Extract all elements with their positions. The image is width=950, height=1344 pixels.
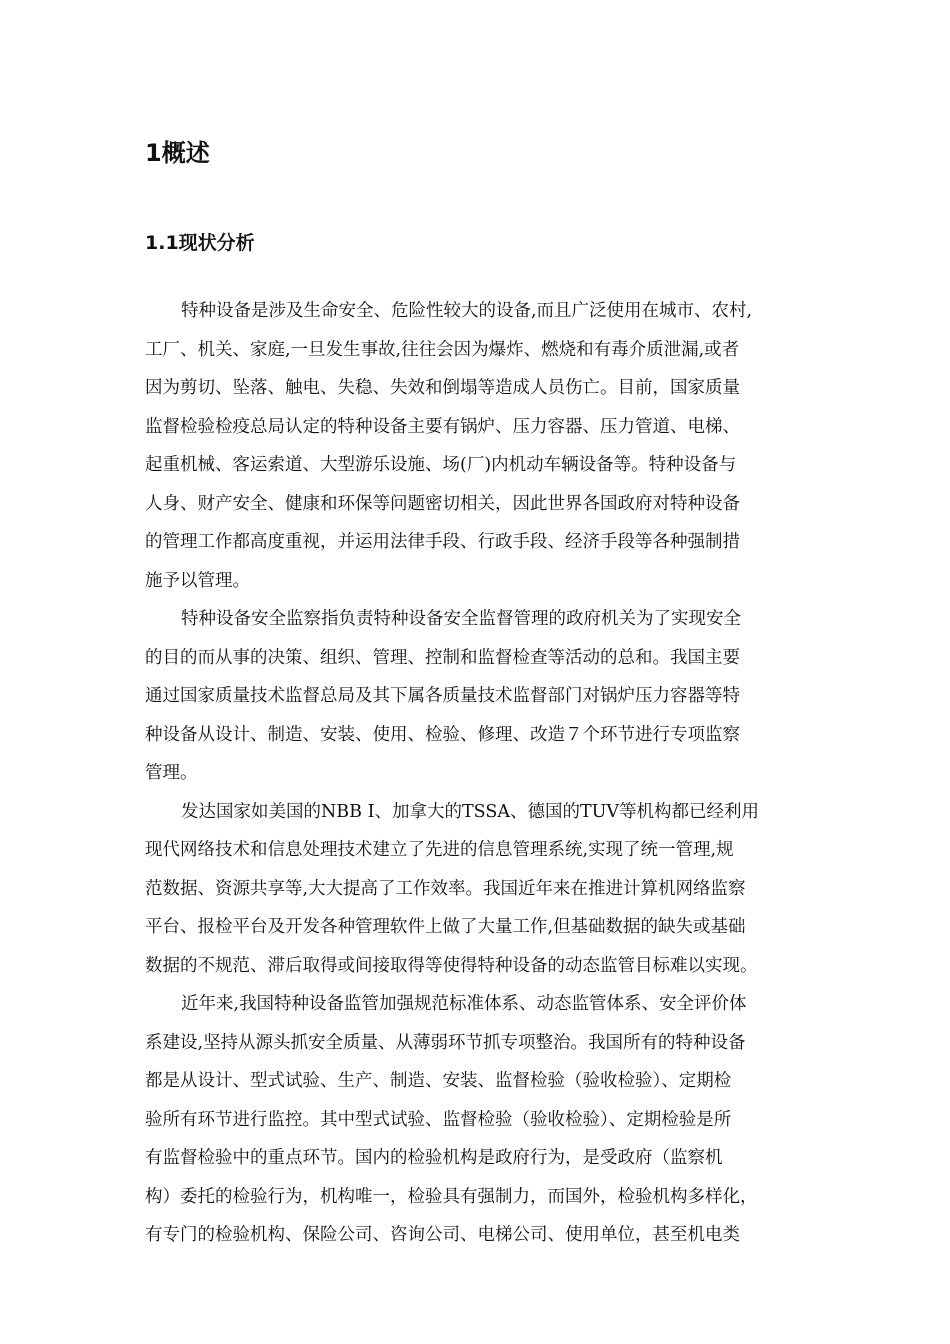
paragraph-line: 系建设,坚持从源头抓安全质量、从薄弱环节抓专项整治。我国所有的特种设备 bbox=[145, 1032, 746, 1053]
paragraph-line: 施予以管理。 bbox=[145, 570, 250, 591]
paragraph-line: 工厂、机关、家庭,一旦发生事故,往往会因为爆炸、燃烧和有毒介质泄漏,或者 bbox=[145, 339, 740, 360]
paragraph-line: 都是从设计、型式试验、生产、制造、安装、监督检验（验收检验）、定期检 bbox=[145, 1071, 732, 1091]
paragraph-line: 近年来,我国特种设备监管加强规范标准体系、动态监管体系、安全评价体 bbox=[181, 994, 747, 1014]
paragraph-line: 特种设备是涉及生命安全、危险性较大的设备,而且广泛使用在城市、农村, bbox=[181, 301, 753, 321]
paragraph-line: 有监督检验中的重点环节。国内的检验机构是政府行为，是受政府（监察机 bbox=[145, 1148, 723, 1168]
paragraph-line: 验所有环节进行监控。其中型式试验、监督检验（验收检验）、定期检验是所 bbox=[145, 1109, 732, 1130]
paragraph-line: 平台、报检平台及开发各种管理软件上做了大量工作,但基础数据的缺失或基础 bbox=[145, 917, 746, 937]
paragraph-line: 管理。 bbox=[145, 763, 198, 783]
paragraph-line: 范数据、资源共享等,大大提高了工作效率。我国近年来在推进计算机网络监察 bbox=[145, 878, 746, 899]
paragraph-line: 因为剪切、坠落、触电、失稳、失效和倒塌等造成人员伤亡。目前，国家质量 bbox=[145, 378, 740, 398]
paragraph bbox=[145, 985, 810, 1255]
paragraph bbox=[145, 793, 810, 986]
paragraph-line: 的目的而从事的决策、组织、管理、控制和监督检查等活动的总和。我国主要 bbox=[145, 647, 740, 668]
paragraph-line: 构）委托的检验行为，机构唯一，检验具有强制力，而国外，检验机构多样化， bbox=[145, 1186, 758, 1207]
section-heading: 1.1现状分析 bbox=[145, 232, 255, 254]
paragraph-line: 起重机械、客运索道、大型游乐设施、场(厂)内机动车辆设备等。特种设备与 bbox=[145, 455, 737, 475]
paragraph bbox=[145, 292, 810, 600]
chapter-heading: 1概述 bbox=[145, 139, 210, 167]
paragraph-line: 的管理工作都高度重视，并运用法律手段、行政手段、经济手段等各种强制措 bbox=[145, 532, 740, 552]
paragraph-line: 数据的不规范、滞后取得或间接取得等使得特种设备的动态监管目标难以实现。 bbox=[145, 955, 758, 976]
paragraph-line: 监督检验检疫总局认定的特种设备主要有锅炉、压力容器、压力管道、电梯、 bbox=[145, 416, 740, 437]
paragraph-line: 现代网络技术和信息处理技术建立了先进的信息管理系统,实现了统一管理,规 bbox=[145, 840, 734, 860]
paragraph-line: 发达国家如美国的NBB I、加拿大的TSSA、德国的TUV等机构都已经利用 bbox=[181, 801, 760, 822]
paragraph-line: 通过国家质量技术监督总局及其下属各质量技术监督部门对锅炉压力容器等特 bbox=[145, 686, 740, 706]
section-body bbox=[145, 292, 810, 1255]
paragraph bbox=[145, 600, 810, 793]
paragraph-line: 种设备从设计、制造、安装、使用、检验、修理、改造７个环节进行专项监察 bbox=[145, 724, 740, 745]
paragraph-line: 人身、财产安全、健康和环保等问题密切相关，因此世界各国政府对特种设备 bbox=[145, 493, 740, 514]
paragraph-line: 特种设备安全监察指负责特种设备安全监督管理的政府机关为了实现安全 bbox=[181, 609, 741, 629]
paragraph-line: 有专门的检验机构、保险公司、咨询公司、电梯公司、使用单位，甚至机电类 bbox=[145, 1225, 740, 1245]
